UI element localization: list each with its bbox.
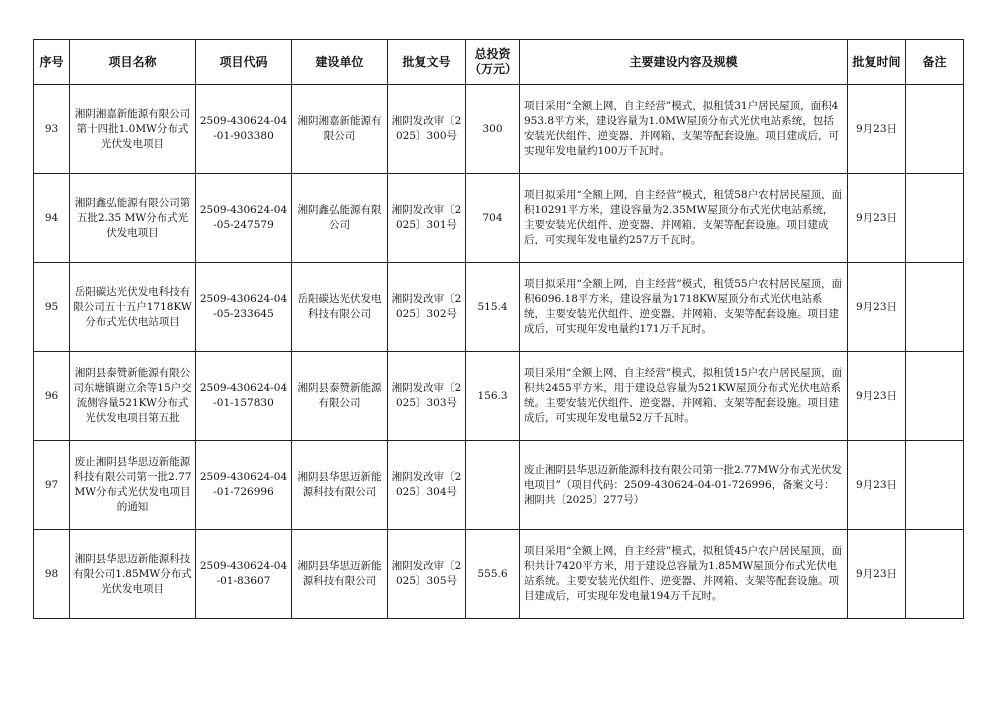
- row-no: 98: [34, 530, 70, 619]
- row-name: 湘阴湘嘉新能源有限公司第十四批1.0MW分布式光伏发电项目: [70, 85, 196, 174]
- table-row: [34, 263, 964, 352]
- row-content: 项目采用“全额上网，自主经营”模式，拟租赁31户居民屋顶，面积4953.8平方米，建设容量为1.0MW屋顶分布式光伏电站系统，包括安装光伏组件、逆变器、并网箱、支架等配套设施。项目建成后，可实现年发电量约100万千瓦时。: [520, 85, 848, 174]
- row-date: 9月23日: [848, 85, 906, 174]
- row-investment: 300: [466, 85, 520, 174]
- row-no: 94: [34, 174, 70, 263]
- row-approval: 湘阴发改审〔2025〕301号: [388, 174, 466, 263]
- row-approval: 湘阴发改审〔2025〕304号: [388, 441, 466, 530]
- header-note: 备注: [906, 40, 964, 85]
- row-name: 湘阴鑫弘能源有限公司第五批2.35 MW分布式光伏发电项目: [70, 174, 196, 263]
- row-code: 2509-430624-04-05-233645: [196, 263, 292, 352]
- row-unit: 湘阴县华思迈新能源科技有限公司: [292, 441, 388, 530]
- header-date: 批复时间: [848, 40, 906, 85]
- row-no: 93: [34, 85, 70, 174]
- row-approval: 湘阴发改审〔2025〕302号: [388, 263, 466, 352]
- row-note: [906, 530, 964, 619]
- row-date: 9月23日: [848, 352, 906, 441]
- row-date: 9月23日: [848, 174, 906, 263]
- row-note: [906, 352, 964, 441]
- row-content: 项目采用“全额上网，自主经营”模式，拟租赁45户农户居民屋顶，面积共计7420平方米，用于建设总容量为1.85MW屋顶分布式光伏电站系统。主要安装光伏组件、逆变器、并网箱、支架等配套设施。项目建成后，可实现年发电量194万千瓦时。: [520, 530, 848, 619]
- row-code: 2509-430624-04-01-83607: [196, 530, 292, 619]
- row-unit: 湘阴县泰赞新能源有限公司: [292, 352, 388, 441]
- row-name: 湘阴县华思迈新能源科技有限公司1.85MW分布式光伏发电项目: [70, 530, 196, 619]
- row-investment: [466, 441, 520, 530]
- header-name: 项目名称: [70, 40, 196, 85]
- row-code: 2509-430624-04-01-903380: [196, 85, 292, 174]
- header-approval: 批复文号: [388, 40, 466, 85]
- row-investment: 515.4: [466, 263, 520, 352]
- table-row: [34, 352, 964, 441]
- header-content: 主要建设内容及规模: [520, 40, 848, 85]
- row-name: 岳阳碳达光伏发电科技有限公司五十五户1718KW分布式光伏电站项目: [70, 263, 196, 352]
- row-name: 湘阴县泰赞新能源有限公司东塘镇谢立余等15户交流侧容量521KW分布式光伏发电项目第五批: [70, 352, 196, 441]
- row-unit: 岳阳碳达光伏发电科技有限公司: [292, 263, 388, 352]
- row-note: [906, 441, 964, 530]
- row-content: 项目采用“全额上网，自主经营”模式，拟租赁15户农户居民屋顶，面积共2455平方米，用于建设总容量为521KW屋顶分布式光伏电站系统。主要安装光伏组件、逆变器、并网箱、支架等配套设施。项目建成后，可实现年发电量52万千瓦时。: [520, 352, 848, 441]
- row-content: 项目拟采用“全额上网，自主经营”模式，租赁58户农村居民屋顶，面积10291平方米，建设容量为2.35MW屋顶分布式光伏电站系统，主要安装光伏组件、逆变器、并网箱、支架等配套设施。项目建成后，可实现年发电量约257万千瓦时。: [520, 174, 848, 263]
- row-unit: 湘阴鑫弘能源有限公司: [292, 174, 388, 263]
- row-investment: 555.6: [466, 530, 520, 619]
- row-no: 95: [34, 263, 70, 352]
- row-approval: 湘阴发改审〔2025〕300号: [388, 85, 466, 174]
- row-unit: 湘阴湘嘉新能源有限公司: [292, 85, 388, 174]
- row-note: [906, 263, 964, 352]
- row-code: 2509-430624-04-01-726996: [196, 441, 292, 530]
- row-content: 废止湘阴县华思迈新能源科技有限公司第一批2.77MW分布式光伏发电项目”（项目代码：2509-430624-04-01-726996，备案文号：湘阴共〔2025〕277号）: [520, 441, 848, 530]
- row-date: 9月23日: [848, 530, 906, 619]
- row-no: 96: [34, 352, 70, 441]
- row-date: 9月23日: [848, 263, 906, 352]
- table-row: [34, 530, 964, 619]
- row-approval: 湘阴发改审〔2025〕305号: [388, 530, 466, 619]
- header-unit: 建设单位: [292, 40, 388, 85]
- row-investment: 704: [466, 174, 520, 263]
- row-note: [906, 174, 964, 263]
- header-no: 序号: [34, 40, 70, 85]
- row-code: 2509-430624-04-01-157830: [196, 352, 292, 441]
- table-row: [34, 85, 964, 174]
- header-investment: 总投资 （万元）: [466, 40, 520, 85]
- row-date: 9月23日: [848, 441, 906, 530]
- row-content: 项目拟采用“全额上网，自主经营”模式，租赁55户农村居民屋顶，面积6096.18平方米，建设容量为1718KW屋顶分布式光伏电站系统，主要安装光伏组件、逆变器、并网箱、支架等配套设施。项目建成后，可实现年发电量约171万千瓦时。: [520, 263, 848, 352]
- row-code: 2509-430624-04-05-247579: [196, 174, 292, 263]
- table-row: [34, 441, 964, 530]
- header-code: 项目代码: [196, 40, 292, 85]
- row-note: [906, 85, 964, 174]
- row-name: 废止湘阴县华思迈新能源科技有限公司第一批2.77MW分布式光伏发电项目的通知: [70, 441, 196, 530]
- row-no: 97: [34, 441, 70, 530]
- row-approval: 湘阴发改审〔2025〕303号: [388, 352, 466, 441]
- row-unit: 湘阴县华思迈新能源科技有限公司: [292, 530, 388, 619]
- row-investment: 156.3: [466, 352, 520, 441]
- header-row: [34, 40, 964, 85]
- table-row: [34, 174, 964, 263]
- projects-table: [33, 39, 964, 619]
